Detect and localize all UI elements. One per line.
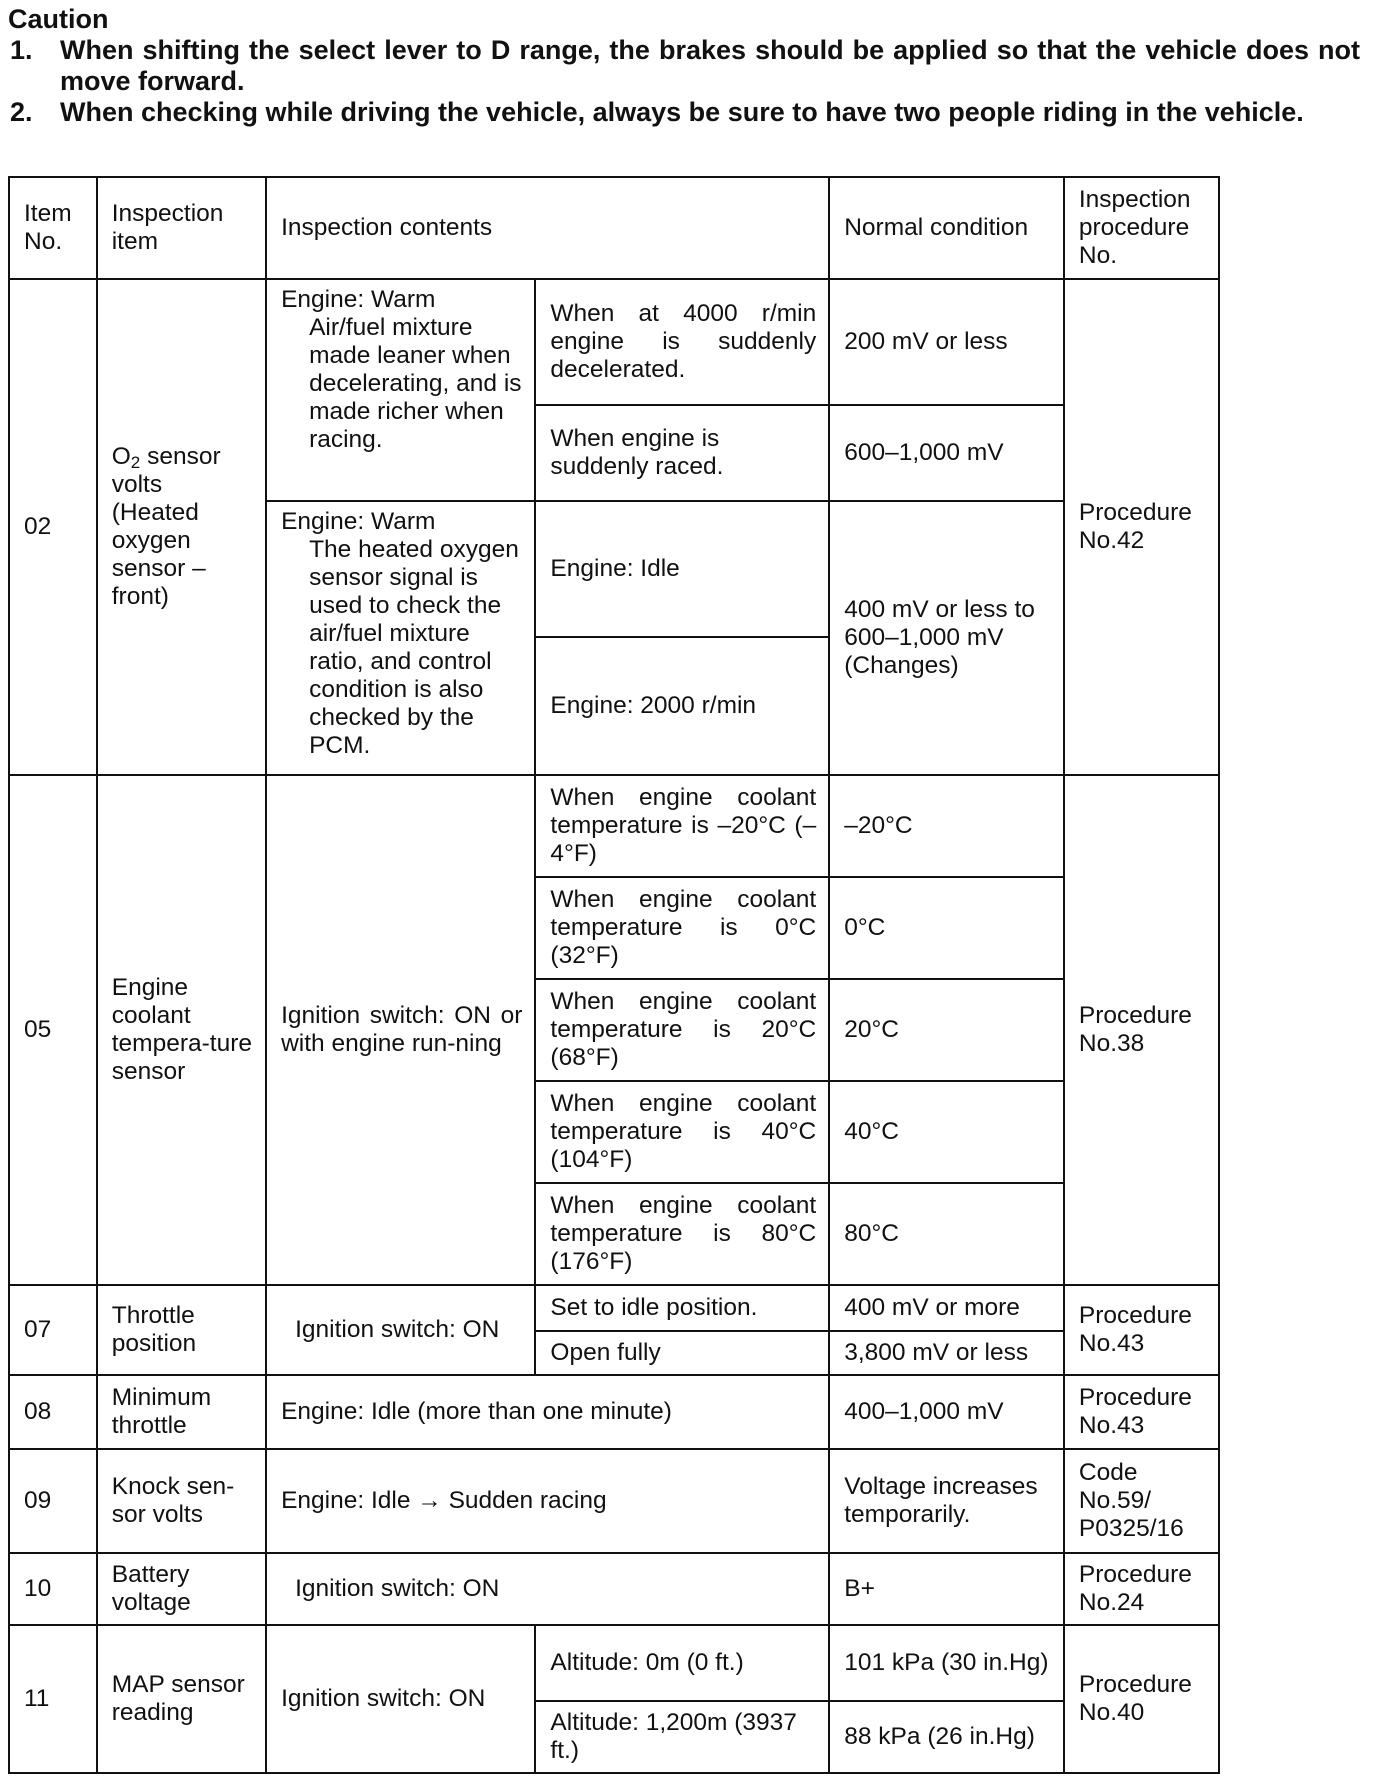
sub-condition: When at 4000 r/min engine is suddenly decelerated. (535, 279, 829, 405)
normal-condition: 0°C (829, 877, 1064, 979)
procedure-number: Procedure No.38 (1064, 775, 1219, 1285)
inspection-contents: Ignition switch: ON (266, 1625, 535, 1773)
normal-condition: 200 mV or less (829, 279, 1064, 405)
table-row (9, 1375, 1219, 1449)
contents-heading: Engine: Warm (281, 286, 436, 313)
procedure-number: Procedure No.42 (1064, 279, 1219, 775)
item-number: 07 (9, 1285, 97, 1375)
item-number: 10 (9, 1553, 97, 1625)
inspection-contents: Ignition switch: ON (266, 1553, 829, 1625)
normal-condition: 600–1,000 mV (829, 405, 1064, 501)
contents-heading: Engine: Warm (281, 508, 436, 535)
normal-condition: 400–1,000 mV (829, 1375, 1064, 1449)
normal-condition: 80°C (829, 1183, 1064, 1285)
table-row (9, 775, 1219, 877)
item-name-prefix: O (111, 443, 131, 470)
inspection-contents: Ignition switch: ON or with engine run-ning (266, 775, 535, 1285)
inspection-item: Engine coolant tempera-ture sensor (97, 775, 266, 1285)
caution-block (8, 4, 1368, 128)
inspection-contents: Engine: Idle (more than one minute) (266, 1375, 829, 1449)
inspection-item: Battery voltage (97, 1553, 266, 1625)
item-name-subscript: 2 (130, 453, 141, 472)
inspection-item: Knock sen-sor volts (97, 1449, 266, 1553)
sub-condition: Engine: 2000 r/min (535, 637, 829, 775)
inspection-contents: Ignition switch: ON (266, 1285, 535, 1375)
table-row (9, 1625, 1219, 1701)
sub-condition: When engine coolant temperature is 40°C (104°F) (535, 1081, 829, 1183)
inspection-contents (266, 279, 535, 501)
caution-item-number: 1. (10, 35, 33, 65)
sub-condition: Altitude: 1,200m (3937 ft.) (535, 1701, 829, 1773)
table-header-row (9, 177, 1219, 279)
item-number: 08 (9, 1375, 97, 1449)
inspection-contents (266, 501, 535, 775)
procedure-number: Procedure No.43 (1064, 1285, 1219, 1375)
normal-condition: 400 mV or less to 600–1,000 mV (Changes) (829, 501, 1064, 775)
sub-condition: Altitude: 0m (0 ft.) (535, 1625, 829, 1701)
inspection-item (97, 279, 266, 775)
procedure-number: Procedure No.24 (1064, 1553, 1219, 1625)
item-name-suffix: sensor volts (Heated oxygen sensor – front) (111, 443, 221, 610)
sub-condition: Engine: Idle (535, 501, 829, 637)
inspection-item: MAP sensor reading (97, 1625, 266, 1773)
table-row (9, 1553, 1219, 1625)
sub-condition: When engine is suddenly raced. (535, 405, 829, 501)
procedure-number: Code No.59/ P0325/16 (1064, 1449, 1219, 1553)
caution-item-1 (8, 35, 1368, 97)
sub-condition: When engine coolant temperature is 20°C (68°F) (535, 979, 829, 1081)
procedure-number: Procedure No.43 (1064, 1375, 1219, 1449)
normal-condition: 400 mV or more (829, 1285, 1064, 1331)
header-normal-condition: Normal condition (829, 177, 1064, 279)
inspection-contents: Engine: Idle → Sudden racing (266, 1449, 829, 1553)
caution-item-text: When shifting the select lever to D range, the brakes should be applied so that the vehicle does not move forward. (60, 35, 1360, 96)
caution-item-number: 2. (10, 97, 33, 127)
sub-condition: Open fully (535, 1331, 829, 1375)
caution-item-text: When checking while driving the vehicle, always be sure to have two people riding in the vehicle. (60, 97, 1304, 127)
procedure-number: Procedure No.40 (1064, 1625, 1219, 1773)
normal-condition: –20°C (829, 775, 1064, 877)
sub-condition: When engine coolant temperature is 0°C (32°F) (535, 877, 829, 979)
inspection-table (8, 176, 1220, 1774)
inspection-item: Throttle position (97, 1285, 266, 1375)
table-row (9, 1449, 1219, 1553)
header-item-no: Item No. (9, 177, 97, 279)
item-number: 02 (9, 279, 97, 775)
normal-condition: 40°C (829, 1081, 1064, 1183)
normal-condition: 3,800 mV or less (829, 1331, 1064, 1375)
normal-condition: B+ (829, 1553, 1064, 1625)
item-number: 05 (9, 775, 97, 1285)
contents-description: The heated oxygen sensor signal is used to check the air/fuel mixture ratio, and control condition is also checked by the PCM. (309, 536, 519, 759)
table-row (9, 1285, 1219, 1331)
header-inspection-contents: Inspection contents (266, 177, 829, 279)
normal-condition: 88 kPa (26 in.Hg) (829, 1701, 1064, 1773)
item-number: 11 (9, 1625, 97, 1773)
sub-condition: When engine coolant temperature is –20°C (–4°F) (535, 775, 829, 877)
caution-item-2 (8, 97, 1368, 128)
inspection-item: Minimum throttle (97, 1375, 266, 1449)
normal-condition: 20°C (829, 979, 1064, 1081)
normal-condition: 101 kPa (30 in.Hg) (829, 1625, 1064, 1701)
caution-title: Caution (8, 4, 109, 34)
item-number: 09 (9, 1449, 97, 1553)
contents-description: Air/fuel mixture made leaner when decelerating, and is made richer when racing. (309, 314, 522, 453)
sub-condition: Set to idle position. (535, 1285, 829, 1331)
normal-condition: Voltage increases temporarily. (829, 1449, 1064, 1553)
header-inspection-item: Inspection item (97, 177, 266, 279)
sub-condition: When engine coolant temperature is 80°C (176°F) (535, 1183, 829, 1285)
header-procedure: Inspection procedure No. (1064, 177, 1219, 279)
table-row (9, 279, 1219, 405)
